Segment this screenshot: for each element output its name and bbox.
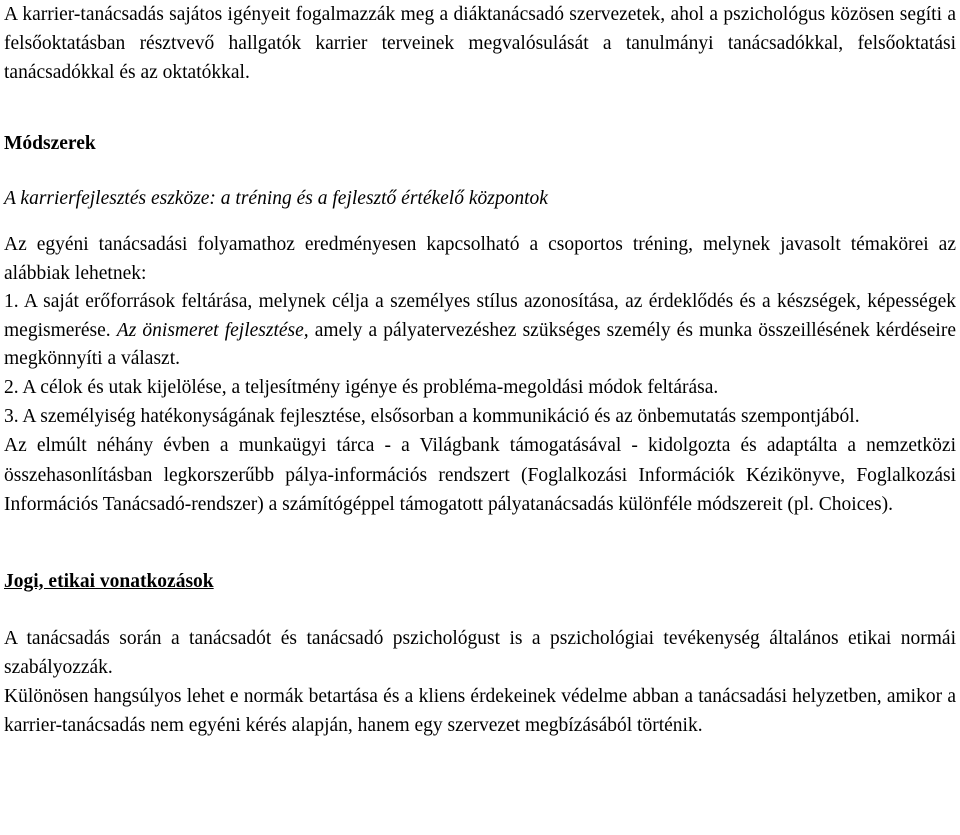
ministry-paragraph: Az elmúlt néhány évben a munkaügyi tárca - a Világbank támogatásával - kidolgozta és adaptálta a nemzetközi összehasonlításban legkorszerűbb pálya-információs rendszert (Foglalkozási Információk Kézikönyve, Foglalkozási Információs Tanácsadó-rendszer) a számítógéppel támogatott pályatanácsadás különféle módszereit (pl. Choices). [4,435,956,516]
methods-subheading: A karrierfejlesztés eszköze: a tréning és a fejlesztő értékelő központok [4,188,548,209]
intro-paragraph: A karrier-tanácsadás sajátos igényeit fogalmazzák meg a diáktanácsadó szervezetek, ahol a pszichológus közösen segíti a felsőoktatásban résztvevő hallgatók karrier terveinek megvalósulását a tanulmányi tanácsadókkal, felsőoktatási tanácsadókkal és az oktatókkal. [4,4,956,83]
methods-item-3: 3. A személyiség hatékonyságának fejlesztése, elsősorban a kommunikáció és az önbemutatás szempontjából. [4,405,860,427]
methods-lead-paragraph: Az egyéni tanácsadási folyamathoz eredményesen kapcsolható a csoportos tréning, melynek javasolt témakörei az alábbiak lehetnek: [4,234,956,284]
methods-heading: Módszerek [4,133,96,154]
document-page [4,0,956,740]
methods-item-1-rest: amely a pályatervezéshez szükséges személy és munka összeillésének kérdéseire megkönnyíti a választ. [4,319,957,370]
methods-body [4,231,956,431]
legal-paragraph-2: Különösen hangsúlyos lehet e normák betartása és a kliens érdekeinek védelme abban a tanácsadási helyzetben, amikor a karrier-tanácsadás nem egyéni kérés alapján, hanem egy szervezet megbízásából történik. [4,685,956,736]
methods-item-1-text: 1. A saját erőforrások feltárása, melynek célja a személyes stílus azonosítása, az érdeklődés és a készségek, képességek megismerése. [4,291,956,341]
legal-paragraph-1: A tanácsadás során a tanácsadót és tanácsadó pszichológust is a pszichológiai tevékenység általános etikai normái szabályozzák. [4,627,956,678]
legal-heading: Jogi, etikai vonatkozások [4,570,214,592]
methods-item-1 [4,288,956,374]
methods-item-2: 2. A célok és utak kijelölése, a teljesítmény igénye és probléma-megoldási módok feltárása. [4,376,719,398]
methods-item-1-italic: Az önismeret fejlesztése, [116,319,309,341]
legal-body [4,624,956,740]
